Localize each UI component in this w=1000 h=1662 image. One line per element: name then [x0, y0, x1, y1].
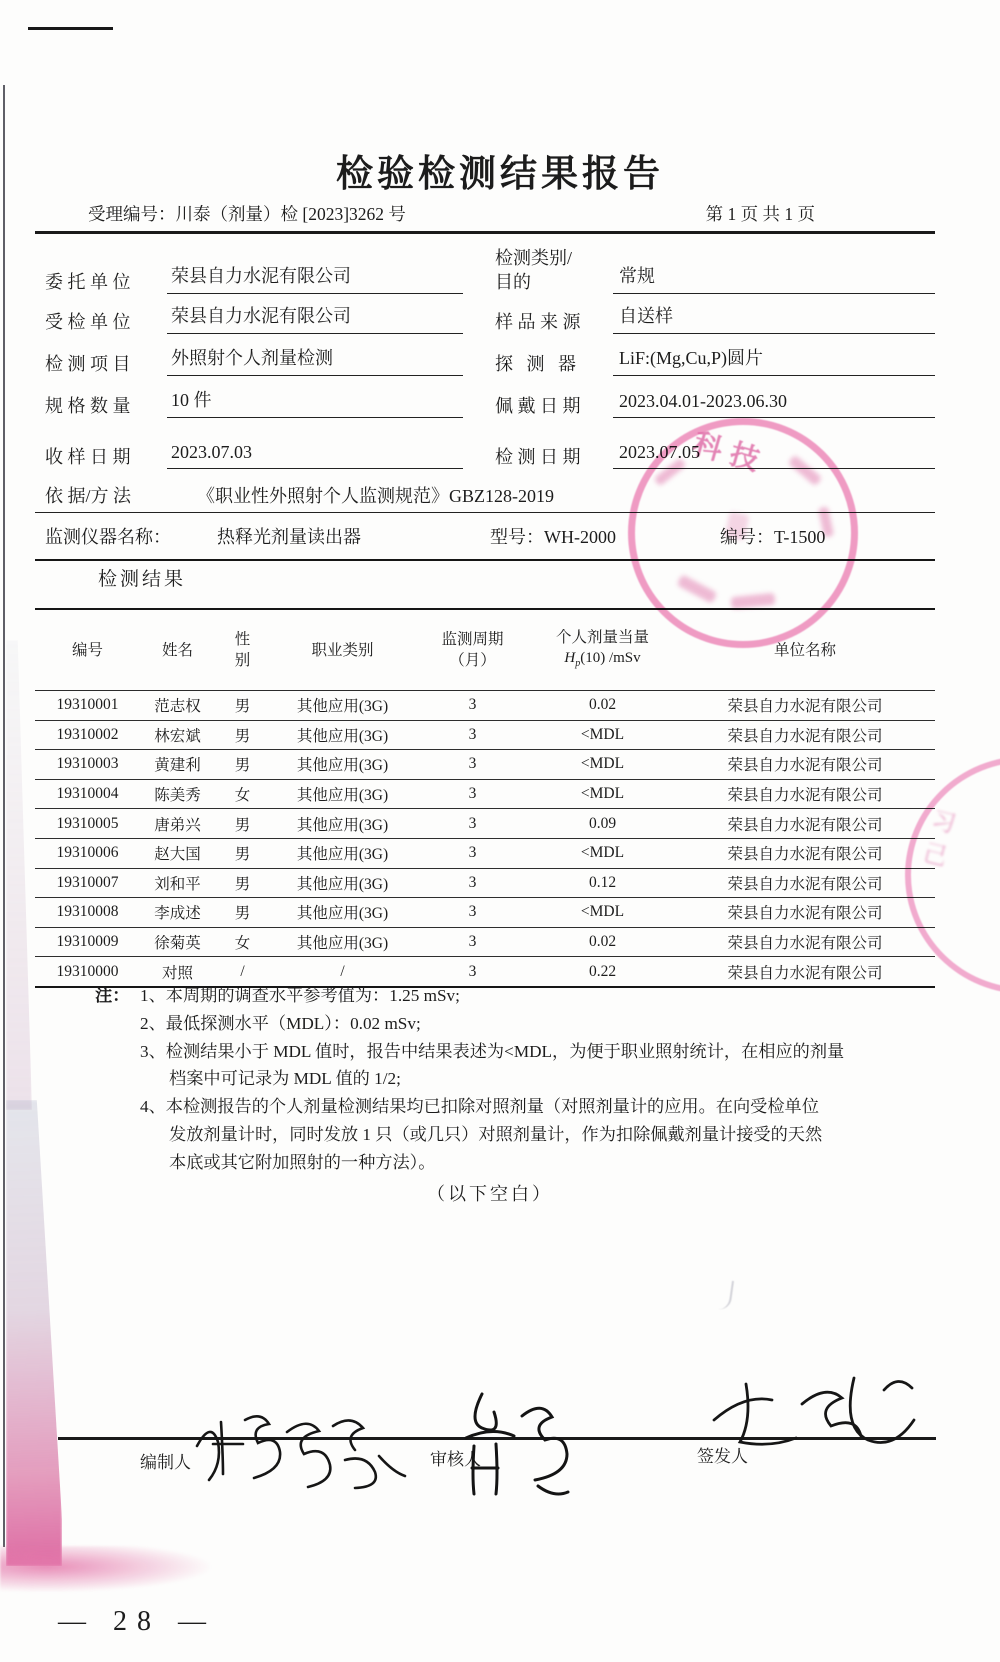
stamp-smudge — [677, 574, 718, 603]
test-item-label: 检 测 项 目 — [45, 354, 131, 374]
cell-occupation: 其他应用(3G) — [296, 727, 389, 745]
method-value: 《职业性外照射个人监测规范》GBZ128-2019 — [197, 486, 554, 506]
cell-occupation: 其他应用(3G) — [296, 846, 389, 864]
cell-name: 黄建利 — [154, 757, 201, 775]
cell-gender: 男 — [234, 875, 251, 893]
scan-faint-mark — [716, 1279, 734, 1311]
cell-gender: 男 — [234, 727, 251, 745]
header-divider — [35, 231, 935, 234]
cell-name: 林宏斌 — [154, 727, 201, 745]
cell-unit: 荣县自力水泥有限公司 — [727, 698, 883, 716]
cell-id: 19310006 — [56, 844, 119, 862]
cell-unit: 荣县自力水泥有限公司 — [727, 964, 883, 982]
cell-gender: 女 — [234, 787, 251, 805]
cell-unit: 荣县自力水泥有限公司 — [727, 727, 883, 745]
cell-unit: 荣县自力水泥有限公司 — [727, 875, 883, 893]
table-row — [35, 750, 935, 780]
cell-gender: / — [240, 962, 245, 980]
cell-dose: <MDL — [580, 785, 625, 803]
cell-occupation: 其他应用(3G) — [296, 787, 389, 805]
spec-quantity-value: 10 件 — [167, 386, 463, 418]
table-row — [35, 780, 935, 810]
edge-stamp-marks: 习己 — [914, 805, 957, 878]
cell-unit: 荣县自力水泥有限公司 — [727, 757, 883, 775]
cell-occupation: 其他应用(3G) — [296, 757, 389, 775]
cell-occupation: 其他应用(3G) — [296, 935, 389, 953]
note-3: 3、检测结果小于 MDL 值时，报告中结果表述为<MDL，为便于职业照射统计，在相应的剂量 — [140, 1041, 845, 1061]
scan-edge-mark — [28, 27, 113, 30]
info-row-quantity — [35, 386, 935, 418]
cell-period: 3 — [468, 725, 477, 743]
cell-period: 3 — [468, 696, 477, 714]
detector-label: 探 测 器 — [495, 354, 576, 374]
cell-dose: 0.02 — [588, 933, 617, 951]
table-row — [35, 721, 935, 751]
cell-period: 3 — [468, 844, 477, 862]
detector-value: LiF:(Mg,Cu,P)圆片 — [613, 344, 935, 376]
cell-name: 对照 — [161, 964, 193, 982]
info-row-client — [35, 246, 935, 294]
page-number: — 28 — — [58, 1606, 216, 1637]
scan-pink-blob — [0, 1546, 210, 1592]
cell-id: 19310002 — [56, 725, 119, 743]
cell-occupation: 其他应用(3G) — [296, 816, 389, 834]
cell-id: 19310007 — [56, 873, 119, 891]
page-title: 检验检测结果报告 — [336, 154, 664, 195]
note-3-cont: 档案中可记录为 MDL 值的 1/2; — [169, 1069, 401, 1089]
results-section-title: 检测结果 — [98, 569, 187, 590]
receive-date-value: 2023.07.03 — [167, 442, 463, 469]
test-category-value: 常规 — [613, 262, 935, 294]
cell-period: 3 — [468, 814, 477, 832]
table-row — [35, 839, 935, 869]
wearing-date-value: 2023.04.01-2023.06.30 — [613, 391, 935, 418]
scan-book-spine-line — [3, 85, 5, 1547]
cell-unit: 荣县自力水泥有限公司 — [727, 935, 883, 953]
table-row — [35, 869, 935, 899]
cell-dose: <MDL — [580, 844, 625, 862]
instrument-name-value: 热释光剂量读出器 — [217, 527, 361, 547]
cell-id: 19310001 — [56, 696, 119, 714]
note-4-cont: 发放剂量计时，同时发放 1 只（或几只）对照剂量计，作为扣除佩戴剂量计接受的天然 — [169, 1124, 823, 1144]
test-date-value: 2023.07.05 — [613, 442, 935, 469]
cell-dose: 0.12 — [588, 873, 617, 891]
table-row — [35, 898, 935, 928]
note-4: 4、本检测报告的个人剂量检测结果均已扣除对照剂量（对照剂量计的应用。在向受检单位 — [140, 1097, 819, 1117]
col-header-gender: 性 别 — [234, 631, 251, 669]
sample-source-label: 样 品 来 源 — [495, 312, 581, 332]
cell-unit: 荣县自力水泥有限公司 — [727, 787, 883, 805]
cell-unit: 荣县自力水泥有限公司 — [727, 905, 883, 923]
stamp-smudge — [818, 506, 834, 537]
inspected-unit-value: 荣县自力水泥有限公司 — [167, 302, 463, 334]
notes-prefix: 注： — [95, 986, 130, 1005]
cell-period: 3 — [468, 962, 477, 980]
prepared-signature — [183, 1398, 413, 1493]
cell-id: 19310008 — [56, 903, 119, 921]
cell-gender: 男 — [234, 905, 251, 923]
stamp-smudge — [725, 511, 750, 541]
cell-period: 3 — [468, 873, 477, 891]
issued-by-label: 签发人 — [697, 1447, 748, 1466]
reviewed-signature — [438, 1388, 598, 1513]
col-header-occupation: 职业类别 — [311, 641, 374, 659]
cell-occupation: 其他应用(3G) — [296, 875, 389, 893]
cell-unit: 荣县自力水泥有限公司 — [727, 846, 883, 864]
reviewed-by-label: 审核人 — [430, 1450, 481, 1469]
cell-name: 赵大国 — [154, 846, 201, 864]
cell-dose: <MDL — [580, 903, 625, 921]
results-table — [35, 608, 935, 988]
instrument-serial: 编号：T-1500 — [720, 527, 826, 547]
wearing-date-label: 佩 戴 日 期 — [495, 396, 581, 416]
col-header-name: 姓名 — [161, 641, 193, 659]
acceptance-row — [88, 201, 815, 226]
acceptance-number: 受理编号：川泰（剂量）检 [2023]3262 号 — [88, 204, 406, 224]
round-official-stamp — [628, 418, 858, 648]
stamp-arc-text: 科技 — [689, 428, 772, 480]
info-row-inspected — [35, 302, 935, 334]
receive-date-label: 收 样 日 期 — [45, 447, 131, 467]
cell-period: 3 — [468, 933, 477, 951]
issued-signature — [702, 1362, 927, 1472]
scan-spine-shadow-lower — [6, 1100, 62, 1566]
cell-period: 3 — [468, 755, 477, 773]
spec-quantity-label: 规 格 数 量 — [45, 396, 131, 416]
cell-name: 范志权 — [154, 698, 201, 716]
cell-dose: 0.09 — [588, 814, 617, 832]
cell-name: 徐菊英 — [154, 935, 201, 953]
instrument-name-label: 监测仪器名称： — [45, 527, 171, 547]
prepared-by-label: 编制人 — [140, 1453, 191, 1472]
cell-unit: 荣县自力水泥有限公司 — [727, 816, 883, 834]
cell-name: 陈美秀 — [154, 787, 201, 805]
note-4-cont: 本底或其它附加照射的一种方法）。 — [169, 1152, 436, 1172]
cell-dose: <MDL — [580, 755, 625, 773]
cell-id: 19310003 — [56, 755, 119, 773]
cell-gender: 女 — [234, 935, 251, 953]
cell-gender: 男 — [234, 698, 251, 716]
page-indicator: 第 1 页 共 1 页 — [705, 204, 815, 224]
inspected-unit-label: 受 检 单 位 — [45, 312, 131, 332]
note-1: 1、本周期的调查水平参考值为：1.25 mSv; — [140, 986, 460, 1005]
test-category-label: 检测类别/ 目的 — [495, 248, 573, 292]
table-row — [35, 691, 935, 721]
cell-name: 唐弟兴 — [154, 816, 201, 834]
cell-dose: 0.22 — [588, 962, 617, 980]
cell-id: 19310009 — [56, 933, 119, 951]
cell-period: 3 — [468, 785, 477, 803]
instrument-model: 型号：WH-2000 — [490, 527, 616, 547]
cell-name: 刘和平 — [154, 875, 201, 893]
stamp-smudge — [730, 593, 775, 610]
cell-id: 19310000 — [56, 962, 119, 980]
col-header-period: 监测周期 （月） — [441, 631, 504, 669]
test-date-label: 检 测 日 期 — [495, 447, 581, 467]
cell-dose: 0.02 — [588, 696, 617, 714]
client-unit-value: 荣县自力水泥有限公司 — [167, 262, 463, 294]
method-label: 依 据/方 法 — [45, 486, 132, 506]
cell-period: 3 — [468, 903, 477, 921]
col-header-unit: 单位名称 — [773, 641, 836, 659]
client-unit-label: 委 托 单 位 — [45, 272, 131, 292]
cell-occupation: / — [340, 962, 345, 980]
cell-name: 李成述 — [154, 905, 201, 923]
scan-spine-shadow-upper — [6, 640, 32, 1110]
table-row — [35, 928, 935, 958]
cell-gender: 男 — [234, 846, 251, 864]
blank-below-note: （以下空白） — [427, 1184, 553, 1204]
sample-source-value: 自送样 — [613, 302, 935, 334]
notes-block — [95, 982, 930, 1177]
note-2: 2、最低探测水平（MDL）：0.02 mSv; — [140, 1013, 421, 1033]
cell-gender: 男 — [234, 816, 251, 834]
stamp-smudge — [788, 455, 823, 487]
info-row-item — [35, 344, 935, 376]
cell-dose: <MDL — [580, 725, 625, 743]
cell-occupation: 其他应用(3G) — [296, 905, 389, 923]
cell-occupation: 其他应用(3G) — [296, 698, 389, 716]
cell-id: 19310005 — [56, 814, 119, 832]
test-item-value: 外照射个人剂量检测 — [167, 344, 463, 376]
stamp-smudge — [654, 458, 687, 487]
col-header-id: 编号 — [71, 641, 103, 659]
cell-id: 19310004 — [56, 785, 119, 803]
col-header-dose: 个人剂量当量 $H_p(10)$ /mSv — [555, 628, 649, 669]
table-row — [35, 809, 935, 839]
cell-gender: 男 — [234, 757, 251, 775]
